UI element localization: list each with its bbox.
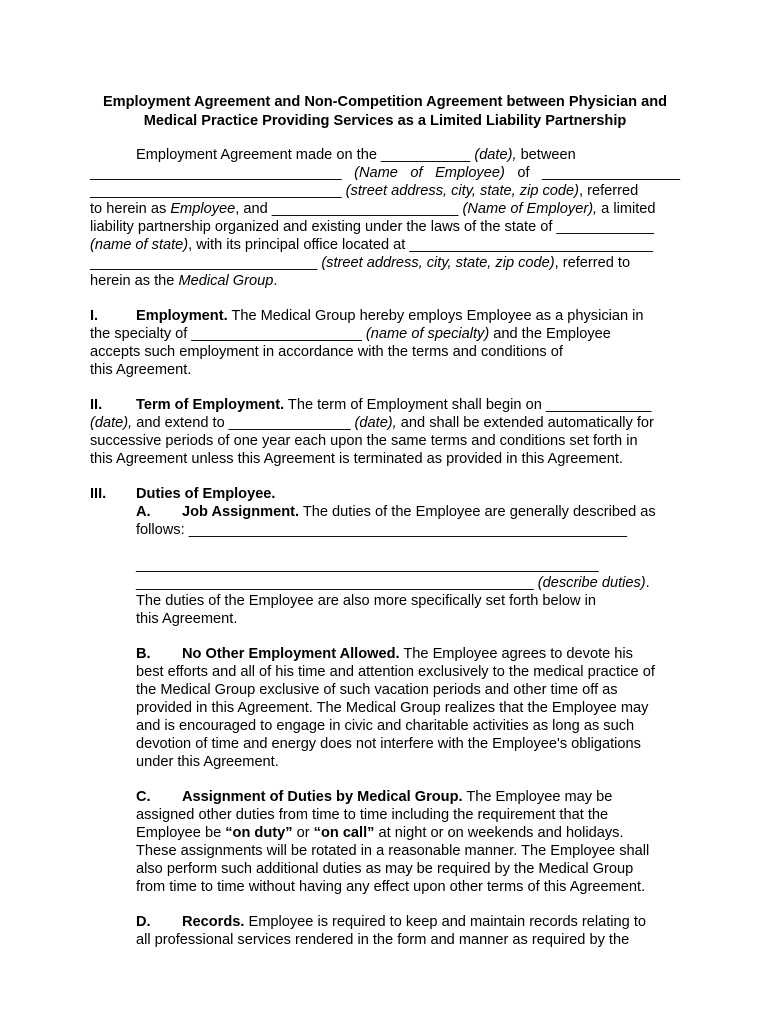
intro-text: , with its principal office located at ______________________________	[188, 237, 653, 253]
section-employment	[90, 307, 680, 379]
subsection-label: A.	[136, 504, 151, 520]
subsection-heading: No Other Employment Allowed.	[182, 646, 400, 662]
intro-line	[90, 272, 680, 290]
subsection-line: all professional services rendered in the form and manner as required by the	[136, 932, 630, 948]
intro-line	[90, 164, 680, 182]
address-label: (street address, city, state, zip code)	[345, 183, 579, 199]
document-body	[90, 146, 680, 949]
intro-line	[90, 146, 680, 164]
subsection-line: The duties of the Employee are also more specifically set forth below in	[136, 593, 596, 609]
intro-paragraph	[90, 146, 680, 290]
employer-name-blank: , and _______________________	[235, 201, 463, 217]
state-label: (name of state)	[90, 237, 189, 253]
section-line: this Agreement.	[90, 362, 192, 378]
intro-date-label: (date),	[474, 147, 517, 163]
subsection-line	[90, 645, 680, 663]
document-title	[60, 93, 710, 131]
subsection-text: or	[292, 825, 314, 841]
intro-text: , referred to	[554, 255, 631, 271]
subsection-text: Employee be	[136, 825, 226, 841]
intro-text: of _________________	[504, 165, 680, 181]
employer-name-label: (Name of Employer),	[462, 201, 598, 217]
intro-line: liability partnership organized and existing under the laws of the state of ____________	[90, 219, 654, 235]
subsection-heading: Job Assignment.	[182, 504, 300, 520]
intro-text: between	[516, 147, 576, 163]
subsection-assignment-of-duties	[90, 788, 680, 896]
address-blank: _______________________________	[90, 183, 346, 199]
employee-term: Employee	[170, 201, 236, 217]
section-text: The Medical Group hereby employs Employee as a physician in	[227, 308, 644, 324]
section-heading: Duties of Employee.	[136, 486, 276, 502]
office-address-blank: ____________________________	[90, 255, 322, 271]
subsection-text: Employee is required to keep and maintain records relating to	[244, 914, 647, 930]
title-line-1: Employment Agreement and Non-Competition Agreement between Physician and	[102, 94, 668, 110]
subsection-job-assignment	[90, 503, 680, 628]
subsection-line	[90, 574, 680, 592]
section-line: this Agreement unless this Agreement is terminated as provided in this Agreement.	[90, 451, 623, 467]
medical-group-term: Medical Group	[178, 273, 274, 289]
date-label: (date),	[354, 415, 397, 431]
section-line	[90, 396, 680, 414]
subsection-line: also perform such additional duties as may be required by the Medical Group	[136, 861, 634, 877]
section-line	[90, 414, 680, 432]
duties-blank: _________________________________________________	[136, 575, 538, 591]
subsection-label: B.	[136, 646, 151, 662]
employee-name-blank: _______________________________	[90, 165, 355, 181]
section-term-of-employment	[90, 396, 680, 468]
section-text: the specialty of _____________________	[90, 326, 366, 342]
subsection-line: _________________________________________________________	[136, 557, 599, 573]
subsection-line: follows: ______________________________________________________	[136, 522, 627, 538]
subsection-no-other-employment	[90, 645, 680, 771]
subsection-text: The duties of the Employee are generally described as	[299, 504, 656, 520]
intro-line	[90, 182, 680, 200]
subsection-heading: Assignment of Duties by Medical Group.	[182, 789, 463, 805]
intro-line	[90, 200, 680, 218]
subsection-text: The Employee agrees to devote his	[399, 646, 633, 662]
subsection-line	[90, 788, 680, 806]
section-number: III.	[90, 486, 107, 502]
intro-text: Employment Agreement made on the ___________	[136, 147, 475, 163]
date-label: (date),	[90, 415, 133, 431]
section-line: successive periods of one year each upon the same terms and conditions set forth in	[90, 433, 638, 449]
intro-text: to herein as	[90, 201, 171, 217]
subsection-text: .	[645, 575, 650, 591]
subsection-line: assigned other duties from time to time including the requirement that the	[136, 807, 609, 823]
subsection-line	[90, 913, 680, 931]
subsection-line	[90, 503, 680, 521]
on-call-term: “on call”	[313, 825, 375, 841]
intro-text: , referred	[579, 183, 639, 199]
section-text: The term of Employment shall begin on _____________	[284, 397, 652, 413]
subsection-line: devotion of time and energy does not interfere with the Employee's obligations	[136, 736, 641, 752]
specialty-label: (name of specialty)	[365, 326, 490, 342]
subsection-line: These assignments will be rotated in a reasonable manner. The Employee shall	[136, 843, 650, 859]
section-number: II.	[90, 397, 103, 413]
duties-label: (describe duties)	[537, 575, 646, 591]
section-text: and extend to _______________	[132, 415, 355, 431]
section-text: and shall be extended automatically for	[396, 415, 654, 431]
subsection-line: under this Agreement.	[136, 754, 279, 770]
on-duty-term: “on duty”	[225, 825, 293, 841]
section-line: accepts such employment in accordance with the terms and conditions of	[90, 344, 563, 360]
intro-text: .	[273, 273, 278, 289]
subsection-line: best efforts and all of his time and attention exclusively to the medical practice of	[136, 664, 655, 680]
subsection-line: provided in this Agreement. The Medical Group realizes that the Employee may	[136, 700, 649, 716]
subsection-records	[90, 913, 680, 949]
intro-text: herein as the	[90, 273, 179, 289]
intro-text: a limited	[597, 201, 656, 217]
section-duties-of-employee	[90, 485, 680, 949]
subsection-text: at night or on weekends and holidays.	[374, 825, 624, 841]
intro-line	[90, 236, 680, 254]
intro-line	[90, 254, 680, 272]
subsection-text: The Employee may be	[462, 789, 613, 805]
title-line-2: Medical Practice Providing Services as a Limited Liability Partnership	[143, 113, 627, 129]
section-text: and the Employee	[489, 326, 611, 342]
subsection-label: D.	[136, 914, 151, 930]
subsection-line: the Medical Group exclusive of such vacation periods and other time off as	[136, 682, 618, 698]
subsection-line: and is encouraged to engage in civic and charitable activities as long as such	[136, 718, 635, 734]
subsection-line	[90, 824, 680, 842]
section-line	[90, 307, 680, 325]
subsection-label: C.	[136, 789, 151, 805]
section-line	[90, 485, 680, 503]
subsection-line: this Agreement.	[136, 611, 238, 627]
section-heading: Employment.	[136, 308, 228, 324]
employee-name-label: (Name of Employee)	[354, 165, 505, 181]
subsection-line: from time to time without having any effect upon other terms of this Agreement.	[136, 879, 646, 895]
section-line	[90, 325, 680, 343]
section-number: I.	[90, 308, 99, 324]
subsection-heading: Records.	[182, 914, 245, 930]
address-label: (street address, city, state, zip code)	[321, 255, 555, 271]
section-heading: Term of Employment.	[136, 397, 285, 413]
